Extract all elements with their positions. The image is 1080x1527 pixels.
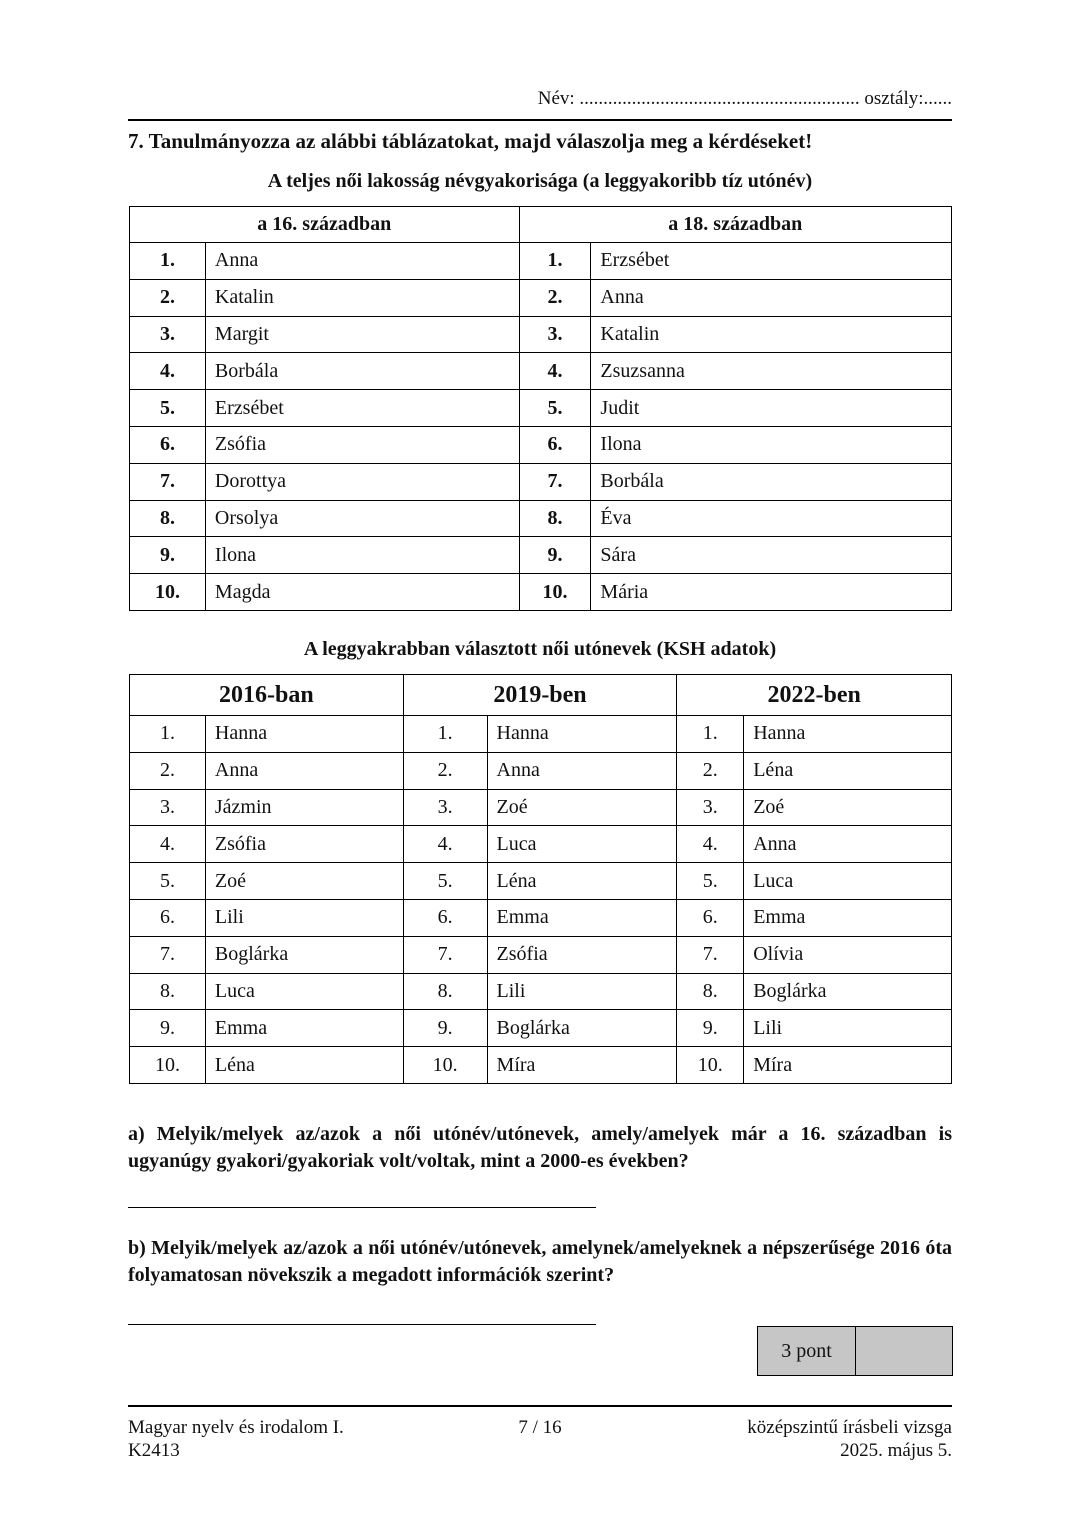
name-cell: Emma (205, 1010, 403, 1047)
name-cell: Zoé (487, 789, 677, 826)
table-row (130, 574, 952, 611)
rank-cell: 5. (130, 863, 206, 900)
name-cell: Orsolya (205, 500, 519, 537)
rank-cell: 1. (677, 716, 744, 753)
name-cell: Luca (487, 826, 677, 863)
name-cell: Anna (744, 826, 952, 863)
name-cell: Borbála (205, 353, 519, 390)
name-cell: Magda (205, 574, 519, 611)
question-a: a) Melyik/melyek az/azok a női utónév/utónevek, amely/amelyek már a 16. században is ugyanúgy gyakori/gyakoriak volt/voltak, mint a 2000-es években? (128, 1123, 952, 1172)
rank-cell: 2. (130, 279, 206, 316)
table-historical-names (129, 206, 952, 611)
rank-cell: 9. (130, 1010, 206, 1047)
header-rule (128, 119, 952, 121)
answer-line-a[interactable] (128, 1207, 596, 1208)
rank-cell: 1. (130, 243, 206, 280)
rank-cell: 8. (403, 973, 487, 1010)
name-cell: Luca (205, 973, 403, 1010)
name-cell: Boglárka (744, 973, 952, 1010)
table-row (130, 826, 952, 863)
name-cell: Zsuzsanna (591, 353, 952, 390)
name-cell: Emma (487, 899, 677, 936)
footer-exam-level: középszintű írásbeli vizsga (747, 1417, 952, 1438)
column-header-2016: 2016-ban (130, 675, 404, 716)
rank-cell: 9. (130, 537, 206, 574)
rank-cell: 1. (130, 716, 206, 753)
table-row (130, 243, 952, 280)
rank-cell: 3. (130, 316, 206, 353)
rank-cell: 7. (519, 463, 591, 500)
table-row (130, 353, 952, 390)
name-cell: Anna (205, 752, 403, 789)
rank-cell: 4. (130, 353, 206, 390)
name-cell: Éva (591, 500, 952, 537)
rank-cell: 2. (519, 279, 591, 316)
table-row (130, 789, 952, 826)
rank-cell: 1. (519, 243, 591, 280)
name-cell: Judit (591, 390, 952, 427)
table-row (130, 936, 952, 973)
name-cell: Zsófia (205, 826, 403, 863)
table-row (130, 1010, 952, 1047)
score-entry-field[interactable] (856, 1327, 952, 1375)
table-row (130, 973, 952, 1010)
rank-cell: 2. (130, 752, 206, 789)
rank-cell: 8. (677, 973, 744, 1010)
rank-cell: 4. (130, 826, 206, 863)
rank-cell: 5. (677, 863, 744, 900)
rank-cell: 2. (403, 752, 487, 789)
table1-caption: A teljes női lakosság névgyakorisága (a leggyakoribb tíz utónév) (267, 170, 813, 192)
rank-cell: 4. (677, 826, 744, 863)
rank-cell: 5. (519, 390, 591, 427)
footer-left (128, 1416, 344, 1462)
name-cell: Lili (744, 1010, 952, 1047)
rank-cell: 9. (519, 537, 591, 574)
rank-cell: 8. (130, 500, 206, 537)
table-row (130, 716, 952, 753)
rank-cell: 10. (130, 1047, 206, 1084)
rank-cell: 1. (403, 716, 487, 753)
table-row (130, 752, 952, 789)
name-cell: Zoé (205, 863, 403, 900)
name-cell: Léna (744, 752, 952, 789)
table-row (130, 863, 952, 900)
footer-rule (128, 1405, 952, 1407)
question-title: 7. Tanulmányozza az alábbi táblázatokat, majd válaszolja meg a kérdéseket! (128, 129, 813, 153)
name-cell: Hanna (205, 716, 403, 753)
name-cell: Anna (591, 279, 952, 316)
rank-cell: 6. (130, 426, 206, 463)
name-cell: Léna (487, 863, 677, 900)
rank-cell: 3. (403, 789, 487, 826)
name-cell: Emma (744, 899, 952, 936)
rank-cell: 3. (130, 789, 206, 826)
name-cell: Hanna (487, 716, 677, 753)
name-cell: Margit (205, 316, 519, 353)
column-header-16th-century: a 16. században (130, 207, 520, 243)
table-row (130, 279, 952, 316)
footer-code: K2413 (128, 1440, 180, 1461)
name-cell: Hanna (744, 716, 952, 753)
table-row (130, 500, 952, 537)
table-row (130, 537, 952, 574)
answer-line-b[interactable] (128, 1324, 596, 1325)
name-cell: Lili (205, 899, 403, 936)
name-cell: Luca (744, 863, 952, 900)
footer-right (652, 1416, 952, 1462)
name-cell: Míra (744, 1047, 952, 1084)
rank-cell: 7. (130, 936, 206, 973)
table-row (130, 426, 952, 463)
footer-page-number: 7 / 16 (518, 1417, 562, 1438)
score-label: 3 pont (758, 1327, 856, 1375)
column-header-2019: 2019-ben (403, 675, 677, 716)
name-cell: Zsófia (487, 936, 677, 973)
name-cell: Léna (205, 1047, 403, 1084)
rank-cell: 10. (519, 574, 591, 611)
rank-cell: 6. (403, 899, 487, 936)
table2-caption: A leggyakrabban választott női utónevek (KSH adatok) (303, 638, 777, 660)
name-cell: Boglárka (487, 1010, 677, 1047)
table-row (130, 1047, 952, 1084)
name-cell: Olívia (744, 936, 952, 973)
name-cell: Borbála (591, 463, 952, 500)
rank-cell: 3. (519, 316, 591, 353)
name-cell: Zoé (744, 789, 952, 826)
name-cell: Dorottya (205, 463, 519, 500)
rank-cell: 6. (519, 426, 591, 463)
name-cell: Erzsébet (205, 390, 519, 427)
name-cell: Ilona (591, 426, 952, 463)
rank-cell: 10. (677, 1047, 744, 1084)
question-b: b) Melyik/melyek az/azok a női utónév/utónevek, amelynek/amelyeknek a népszerűsége 2016 óta folyamatosan növekszik a megadott információk szerint? (128, 1237, 952, 1286)
table-row (130, 463, 952, 500)
rank-cell: 7. (403, 936, 487, 973)
name-cell: Zsófia (205, 426, 519, 463)
rank-cell: 8. (519, 500, 591, 537)
name-cell: Lili (487, 973, 677, 1010)
name-cell: Boglárka (205, 936, 403, 973)
footer-subject: Magyar nyelv és irodalom I. (128, 1417, 344, 1438)
name-cell: Anna (487, 752, 677, 789)
name-class-field: Név: ........................................................... osztály:...... (537, 88, 952, 109)
table-row (130, 390, 952, 427)
footer-date: 2025. május 5. (840, 1440, 952, 1461)
column-header-2022: 2022-ben (677, 675, 952, 716)
table-row (130, 316, 952, 353)
rank-cell: 9. (403, 1010, 487, 1047)
rank-cell: 5. (130, 390, 206, 427)
rank-cell: 7. (677, 936, 744, 973)
rank-cell: 6. (677, 899, 744, 936)
rank-cell: 2. (677, 752, 744, 789)
rank-cell: 5. (403, 863, 487, 900)
name-cell: Jázmin (205, 789, 403, 826)
rank-cell: 7. (130, 463, 206, 500)
rank-cell: 9. (677, 1010, 744, 1047)
table-row (130, 899, 952, 936)
name-cell: Míra (487, 1047, 677, 1084)
rank-cell: 3. (677, 789, 744, 826)
rank-cell: 6. (130, 899, 206, 936)
name-cell: Erzsébet (591, 243, 952, 280)
rank-cell: 10. (403, 1047, 487, 1084)
name-cell: Katalin (591, 316, 952, 353)
name-cell: Sára (591, 537, 952, 574)
name-cell: Katalin (205, 279, 519, 316)
column-header-18th-century: a 18. században (519, 207, 952, 243)
rank-cell: 10. (130, 574, 206, 611)
rank-cell: 4. (403, 826, 487, 863)
name-cell: Mária (591, 574, 952, 611)
score-box (757, 1326, 953, 1376)
table-ksh-names (129, 674, 952, 1084)
name-cell: Ilona (205, 537, 519, 574)
name-cell: Anna (205, 243, 519, 280)
rank-cell: 8. (130, 973, 206, 1010)
rank-cell: 4. (519, 353, 591, 390)
